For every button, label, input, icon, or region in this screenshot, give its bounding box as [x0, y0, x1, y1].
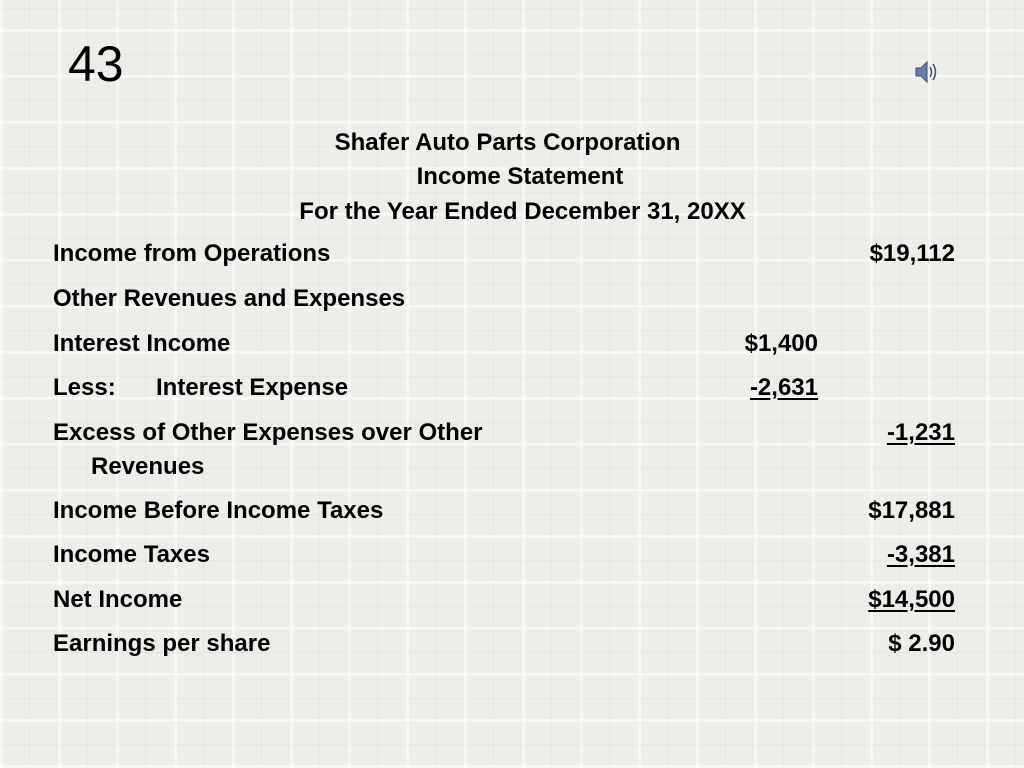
row-net-income [53, 583, 955, 617]
row-interest-expense [53, 371, 955, 405]
row-label: Net Income [53, 586, 183, 613]
slide-number: 43 [68, 36, 124, 92]
row-label: Income Taxes [53, 541, 210, 568]
row-total: $17,881 [868, 497, 955, 524]
row-income-before-taxes [53, 494, 955, 528]
row-total: $14,500 [868, 586, 955, 613]
row-income-from-operations [53, 237, 955, 271]
row-label: Other Revenues and Expenses [53, 285, 406, 312]
row-label: Interest Income [53, 330, 231, 357]
row-label: Interest Expense [156, 374, 349, 401]
row-total: $19,112 [869, 240, 955, 267]
row-earnings-per-share [53, 627, 955, 661]
speaker-icon[interactable] [912, 58, 940, 86]
row-total: -3,381 [886, 541, 955, 568]
row-label-prefix: Less: [53, 374, 116, 401]
row-label: Earnings per share [53, 630, 271, 657]
row-label: Excess of Other Expenses over Other [53, 419, 483, 446]
row-excess-other-expenses [53, 416, 955, 480]
row-subtotal: -2,631 [749, 374, 818, 401]
statement-title: Income Statement [416, 163, 624, 190]
row-label-continued: Revenues [91, 453, 205, 480]
row-total: $ 2.90 [888, 630, 955, 657]
row-income-taxes [53, 538, 955, 572]
row-label: Income from Operations [53, 240, 331, 267]
row-other-revenues-expenses [53, 282, 955, 316]
row-interest-income [53, 327, 955, 361]
row-label: Income Before Income Taxes [53, 497, 384, 524]
statement-period: For the Year Ended December 31, 20XX [299, 198, 746, 225]
company-name: Shafer Auto Parts Corporation [334, 129, 681, 156]
row-total: -1,231 [886, 419, 955, 446]
row-subtotal: $1,400 [744, 330, 818, 357]
